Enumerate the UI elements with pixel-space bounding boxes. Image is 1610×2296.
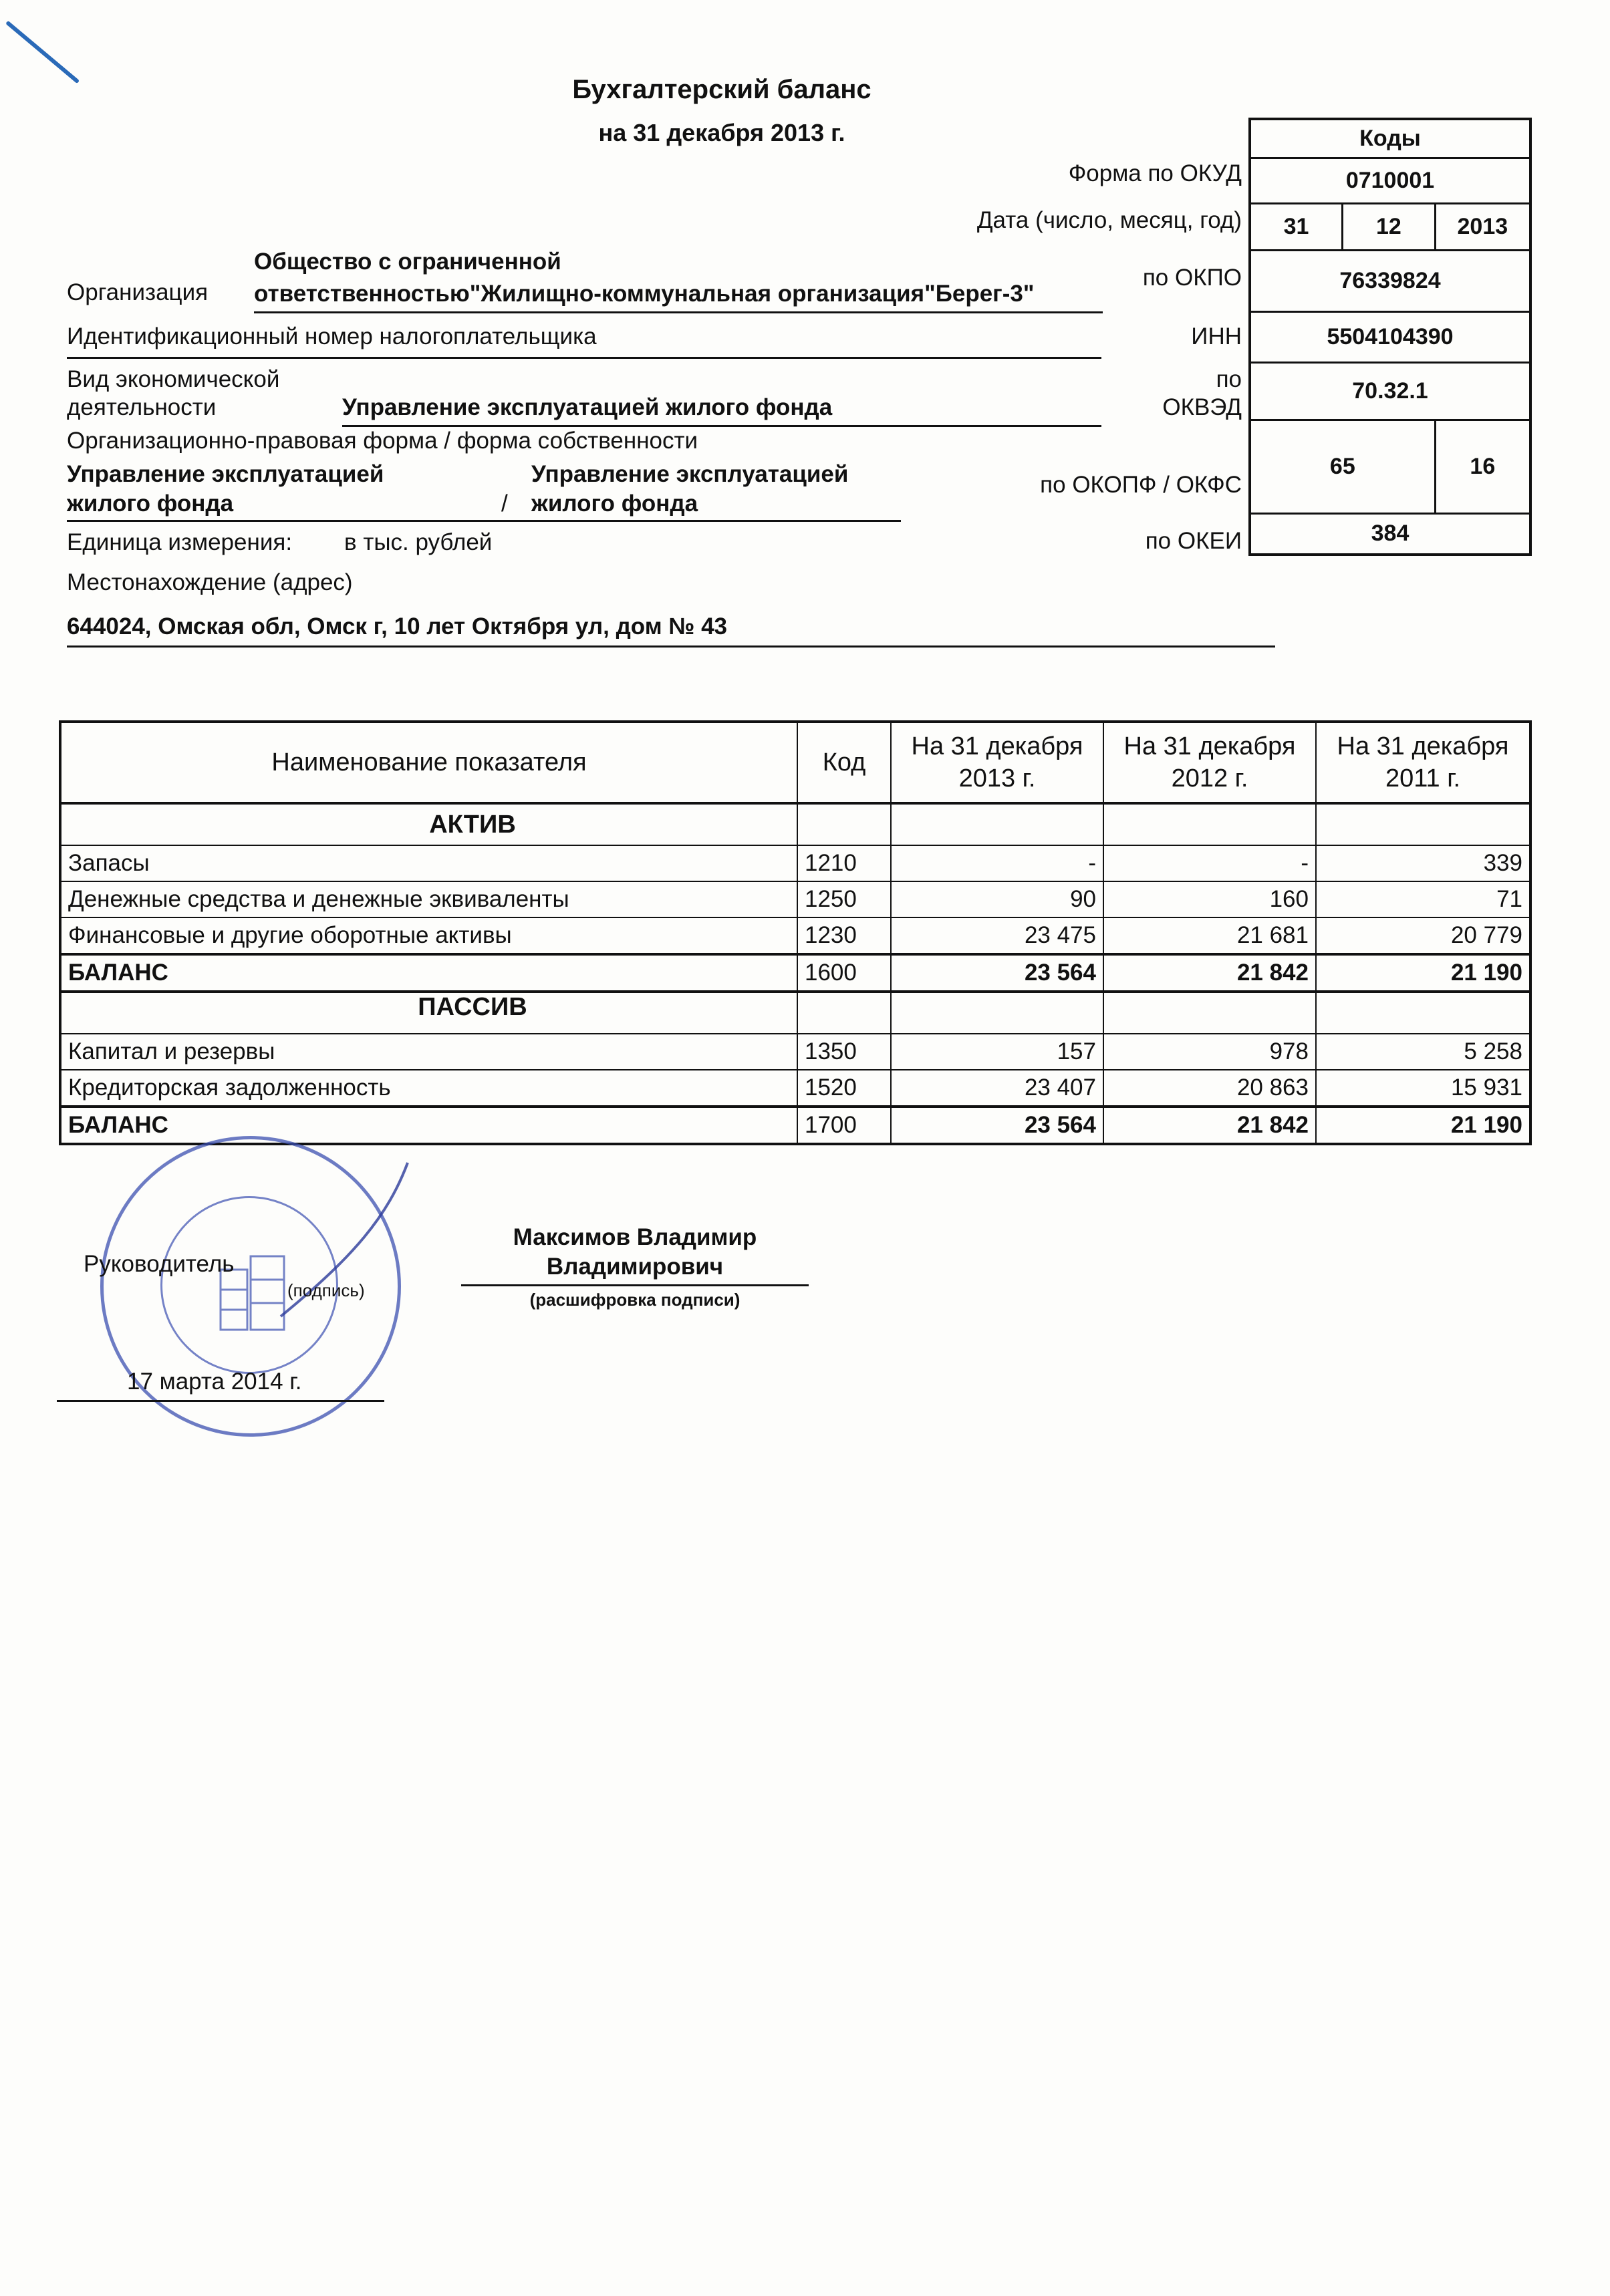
okfs-code: 16: [1435, 420, 1530, 513]
org-label: Организация: [67, 279, 209, 305]
inn-line: [67, 357, 1101, 359]
balance-row-asset: БАЛАНС 1600 23 564 21 842 21 190: [60, 954, 1530, 992]
okved-label-1: по: [1216, 366, 1242, 392]
unit-value: в тыс. рублей: [344, 529, 493, 555]
address-value: 644024, Омская обл, Омск г, 10 лет Октября ул, дом № 43: [67, 613, 1275, 648]
codes-header: Коды: [1250, 119, 1530, 158]
activity-label-2: деятельности: [67, 394, 217, 420]
col-header-2013: На 31 декабря 2013 г.: [891, 722, 1103, 803]
legal-form-2a: Управление эксплуатацией: [531, 461, 849, 487]
org-name-line1: Общество с ограниченной: [254, 249, 561, 275]
pen-mark: [5, 21, 80, 84]
okud-label: Форма по ОКУД: [1068, 160, 1242, 186]
okpo-label: по ОКПО: [1142, 265, 1242, 291]
okopf-label: по ОКОПФ / ОКФС: [1040, 472, 1242, 498]
sign-date-line: [57, 1400, 384, 1402]
date-month: 12: [1343, 203, 1436, 250]
legal-form-1b: жилого фонда: [67, 490, 234, 517]
signer-name-line1: Максимов Владимир: [513, 1224, 757, 1250]
table-row: Финансовые и другие оборотные активы 1230 23 475 21 681 20 779: [60, 917, 1530, 954]
legal-form-2b: жилого фонда: [531, 490, 698, 517]
col-header-code: Код: [797, 722, 891, 803]
legal-form-line: [67, 520, 901, 522]
table-row: Капитал и резервы 1350 157 978 5 258: [60, 1034, 1530, 1070]
signer-name-line: [461, 1284, 809, 1286]
okud-code: 0710001: [1250, 158, 1530, 203]
section-liab: ПАССИВ: [60, 992, 797, 1034]
signer-role: Руководитель: [84, 1251, 235, 1277]
okved-code: 70.32.1: [1250, 362, 1530, 420]
legal-form-1a: Управление эксплуатацией: [67, 461, 384, 487]
date-year: 2013: [1435, 203, 1530, 250]
okopf-code: 65: [1250, 420, 1435, 513]
legal-form-slash: /: [501, 490, 508, 517]
codes-table: [1248, 118, 1532, 556]
col-header-2011: На 31 декабря 2011 г.: [1316, 722, 1530, 803]
col-header-2012: На 31 декабря 2012 г.: [1103, 722, 1316, 803]
sign-caption: (подпись): [287, 1280, 365, 1300]
address-label: Местонахождение (адрес): [67, 569, 353, 595]
date-day: 31: [1250, 203, 1343, 250]
table-row: Запасы 1210 - - 339: [60, 845, 1530, 881]
inn-description: Идентификационный номер налогоплательщика: [67, 323, 597, 349]
table-row: Кредиторская задолженность 1520 23 407 20 863 15 931: [60, 1070, 1530, 1107]
section-asset: АКТИВ: [60, 803, 797, 845]
col-header-name: Наименование показателя: [60, 722, 797, 803]
date-label: Дата (число, месяц, год): [976, 207, 1242, 233]
okpo-code: 76339824: [1250, 250, 1530, 311]
okei-label: по ОКЕИ: [1145, 528, 1242, 554]
document-date: на 31 декабря 2013 г.: [598, 119, 845, 146]
signature-mark: [254, 1156, 428, 1356]
activity-label-1: Вид экономической: [67, 366, 280, 392]
signer-name-line2: Владимирович: [546, 1254, 724, 1280]
okei-code: 384: [1250, 513, 1530, 555]
legal-form-label: Организационно-правовая форма / форма собственности: [67, 428, 698, 454]
inn-label: ИНН: [1191, 323, 1242, 349]
okved-label-2: ОКВЭД: [1162, 394, 1242, 420]
name-caption: (расшифровка подписи): [529, 1290, 741, 1310]
activity-value: Управление эксплуатацией жилого фонда: [342, 394, 1101, 427]
document-title: Бухгалтерский баланс: [572, 75, 871, 104]
balance-row-liab: БАЛАНС 1700 23 564 21 842 21 190: [60, 1107, 1530, 1144]
org-name-line2: ответственностью"Жилищно-коммунальная организация"Берег-3": [254, 281, 1103, 313]
table-row: Денежные средства и денежные эквиваленты 1250 90 160 71: [60, 881, 1530, 917]
sign-date: 17 марта 2014 г.: [127, 1369, 302, 1395]
balance-table: [59, 720, 1532, 1145]
inn-code: 5504104390: [1250, 311, 1530, 362]
unit-label: Единица измерения:: [67, 529, 293, 555]
